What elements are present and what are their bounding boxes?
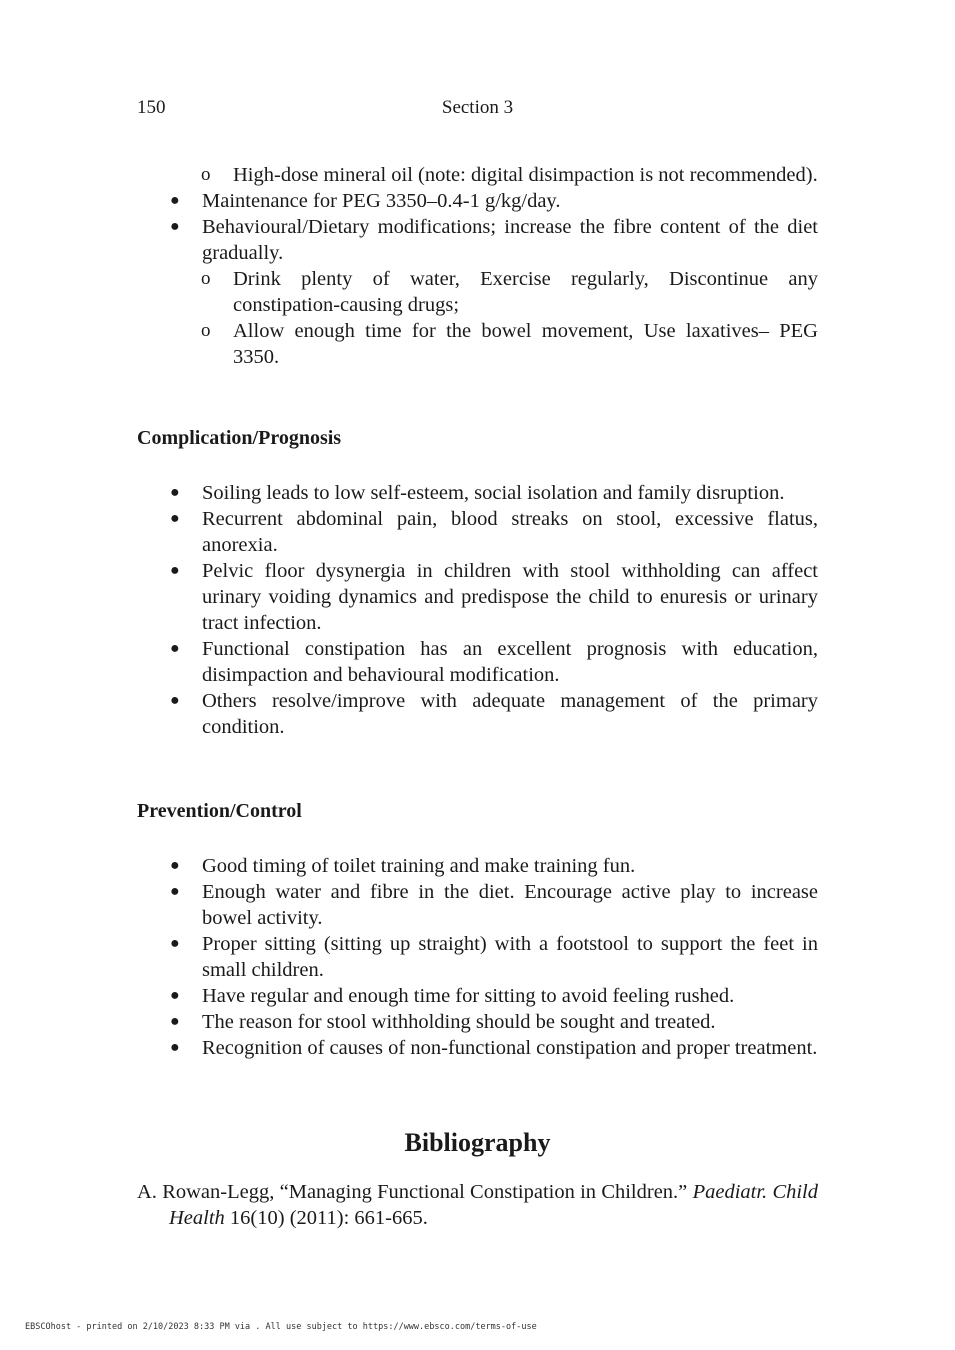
list-item: o Drink plenty of water, Exercise regularly, Discontinue any constipation-causing drugs; [201,268,818,316]
bullet-icon: ● [170,562,180,579]
bullet-icon: ● [170,935,180,952]
bullet-icon: ● [170,1013,180,1030]
treatment-list [137,162,818,370]
footer-note: EBSCOhost - printed on 2/10/2023 8:33 PM via . All use subject to https://www.ebsco.com/terms-of-use [25,1322,537,1332]
list-item: o Allow enough time for the bowel movement, Use laxatives– PEG 3350. [201,320,818,368]
list-item: ● Behavioural/Dietary modifications; increase the fibre content of the diet gradually. [170,216,818,264]
circle-bullet-icon: o [201,268,211,289]
list-item: ● Soiling leads to low self-esteem, social isolation and family disruption. [170,482,785,504]
bullet-icon: ● [170,218,180,235]
prevention-heading: Prevention/Control [137,800,302,822]
bullet-icon: ● [170,857,180,874]
reference-journal: Paediatr. Child Health [169,1181,819,1229]
list-item: ● Functional constipation has an excellent prognosis with education, disimpaction and behavioural modification. [170,638,818,686]
circle-bullet-icon: o [201,164,211,185]
list-item: ● Pelvic floor dysynergia in children with stool withholding can affect urinary voiding dynamics and predispose the child to enuresis or urinary tract infection. [170,560,818,634]
prevention-list [137,853,818,1061]
reference-authors: A. Rowan-Legg, “Managing Functional Constipation in Children.” [137,1181,688,1203]
bibliography-title: Bibliography [404,1128,551,1157]
list-item: ● Recurrent abdominal pain, blood streaks on stool, excessive flatus, anorexia. [170,508,818,556]
bullet-icon: ● [170,883,180,900]
complication-heading: Complication/Prognosis [137,427,342,449]
circle-bullet-icon: o [201,320,211,341]
bullet-icon: ● [170,692,180,709]
list-item: ● The reason for stool withholding should be sought and treated. [170,1011,716,1033]
reference-details: 16(10) (2011): 661-665. [229,1207,428,1229]
bullet-icon: ● [170,484,180,501]
bullet-icon: ● [170,510,180,527]
list-item: ● Others resolve/improve with adequate management of the primary condition. [170,690,818,738]
list-item: ● Proper sitting (sitting up straight) with a footstool to support the feet in small children. [170,933,818,981]
list-item: ● Have regular and enough time for sitting to avoid feeling rushed. [170,985,735,1007]
running-header: Section 3 [441,97,514,118]
complication-list [137,480,818,740]
list-item: ● Recognition of causes of non-functional constipation and proper treatment. [170,1037,818,1059]
bullet-icon: ● [170,640,180,657]
list-item: ● Enough water and fibre in the diet. Encourage active play to increase bowel activity. [170,881,818,929]
bullet-icon: ● [170,192,180,209]
bullet-icon: ● [170,987,180,1004]
bullet-icon: ● [170,1039,180,1056]
list-item: ● Good timing of toilet training and make training fun. [170,855,636,877]
list-item: o High-dose mineral oil (note: digital disimpaction is not recommended). [201,164,818,186]
list-item: ● Maintenance for PEG 3350–0.4-1 g/kg/day. [170,190,561,212]
bibliography-reference [137,1179,818,1231]
page-number: 150 [137,97,166,118]
